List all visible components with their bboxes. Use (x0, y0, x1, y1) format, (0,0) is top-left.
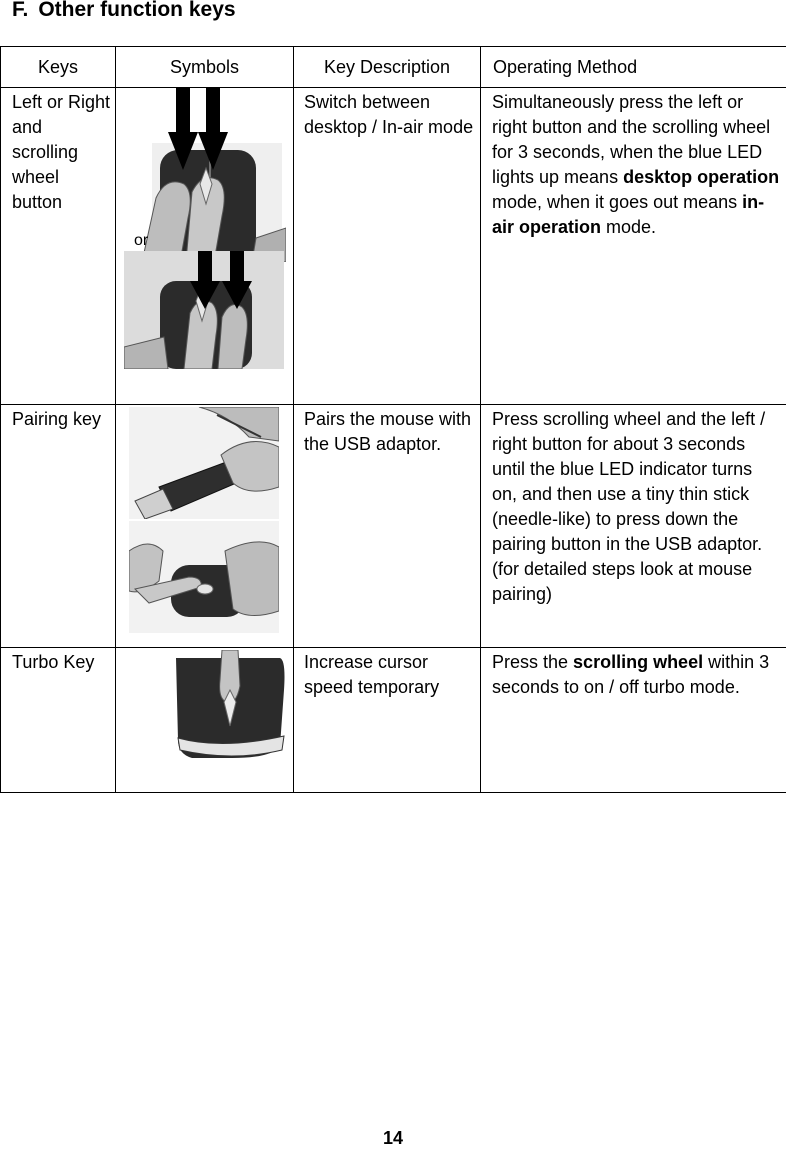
right-button-and-wheel-press-photo (124, 251, 284, 369)
symbol-cell (116, 648, 294, 793)
operating-method (481, 405, 786, 648)
key-description: Increase cursor speed temporary (294, 648, 481, 793)
table-row (1, 648, 786, 793)
method-emphasis: in-air operation (492, 192, 764, 237)
method-text: Press the (492, 652, 573, 672)
method-text: within 3 seconds to on / off turbo mode. (492, 652, 769, 697)
header-operating-method: Operating Method (481, 47, 786, 88)
method-text: mode. (601, 217, 656, 237)
scroll-wheel-press-photo (162, 650, 286, 760)
page-number: 14 (0, 1128, 786, 1149)
table-row (1, 405, 786, 648)
table-row (1, 88, 786, 405)
symbol-cell (116, 405, 294, 648)
mouse-pairing-press-photo (129, 521, 279, 633)
header-keys: Keys (1, 47, 116, 88)
method-text: Press scrolling wheel and the left / right button for about 3 seconds until the blue LED indicator turns on, and then use a tiny thin stick (needle-like) to press down the pairing button in the USB adaptor. (for detailed steps look at mouse pairing) (492, 409, 765, 604)
key-name: Pairing key (1, 405, 116, 648)
section-letter: F. (12, 0, 28, 21)
table-header-row (1, 47, 786, 88)
key-name: Left or Right and scrolling wheel button (1, 88, 116, 405)
method-text: mode, when it goes out means (492, 192, 742, 212)
key-description: Pairs the mouse with the USB adaptor. (294, 405, 481, 648)
header-key-description: Key Description (294, 47, 481, 88)
function-keys-table (0, 46, 786, 793)
operating-method (481, 648, 786, 793)
section-heading (12, 0, 236, 22)
key-name: Turbo Key (1, 648, 116, 793)
section-title: Other function keys (38, 0, 235, 21)
method-text: Simultaneously press the left or right button and the scrolling wheel for 3 seconds, when the blue LED lights up means (492, 92, 770, 187)
header-symbols: Symbols (116, 47, 294, 88)
or-separator: or (134, 228, 148, 253)
usb-adaptor-needle-photo (129, 407, 279, 519)
method-emphasis: desktop operation (623, 167, 779, 187)
key-description: Switch between desktop / In-air mode (294, 88, 481, 405)
method-emphasis: scrolling wheel (573, 652, 703, 672)
symbol-cell (116, 88, 294, 405)
operating-method (481, 88, 786, 405)
